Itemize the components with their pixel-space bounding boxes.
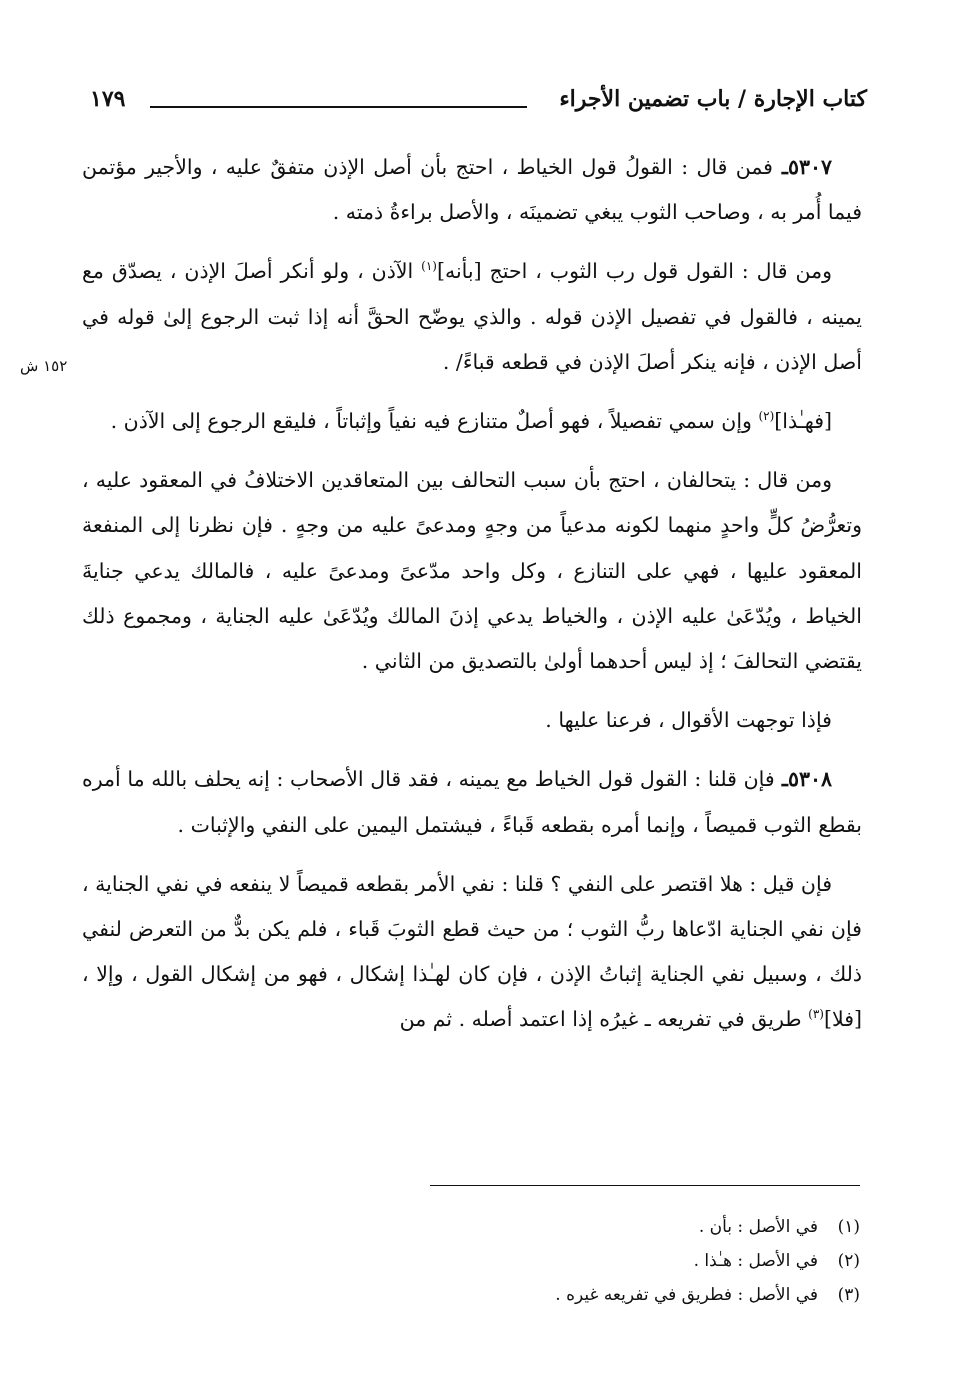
footnotes	[100, 1210, 860, 1312]
footnote-text: في الأصل : هـٰذا .	[693, 1251, 818, 1271]
paragraph-transition	[82, 698, 862, 743]
footnote-ref-3: (٣)	[808, 1007, 824, 1022]
margin-note: ١٥٢ ش	[20, 357, 68, 375]
footnote-2	[100, 1244, 860, 1278]
header-title: كتاب الإجارة / باب تضمين الأجراء	[559, 86, 867, 112]
footnote-text: في الأصل : فطريق في تفريعه غيره .	[555, 1285, 818, 1305]
footnote-3	[100, 1278, 860, 1312]
paragraph-mutual-oath	[82, 458, 862, 684]
header-rule	[150, 106, 527, 108]
paragraph-number: ٥٣٠٧ـ	[772, 155, 832, 179]
paragraph-5308	[82, 757, 862, 847]
footnote-ref-1: (١)	[421, 259, 437, 274]
paragraph-number: ٥٣٠٨ـ	[774, 767, 832, 792]
paragraph-text: الآذن ، ولو أنكر أصلَ الإذن ، يصدّق مع يمينه ، فالقول في تفصيل الإذن قوله . والذي يوضّح الحقَّ أنه إذا ثبت الرجوع إلىٰ قوله في أصل الإذن ، فإنه ينكر أصلَ الإذن في قطعه قباءً/ .	[82, 259, 862, 374]
paragraph-text: ومن قال : يتحالفان ، احتج بأن سبب التحالف بين المتعاقدين الاختلافُ في المعقود عليه ، وتعرُّضُ كلٍّ واحدٍ منهما لكونه مدعياً من وجهٍ ومدعىً عليه من وجهٍ . فإن نظرنا إلى المنفعة المعقود عليها ، فهي على التنازع ، وكل واحد مدّعىً ومدعىً عليه ، فالمالك يدعي جنايةَ الخياط ، ويُدّعَىٰ عليه الإذن ، والخياط يدعي إذنَ المالك ويُدّعَىٰ عليه الجناية ، ومجموع ذلك يقتضي التحالفَ ؛ إذ ليس أحدهما أولىٰ بالتصديق من الثاني .	[82, 468, 862, 674]
main-text	[82, 145, 862, 1057]
paragraph-detail-dispute	[82, 399, 862, 444]
footnote-mark: (٢)	[837, 1251, 860, 1271]
footnote-ref-2: (٢)	[758, 409, 775, 424]
paragraph-text: فإن قلنا : القول قول الخياط مع يمينه ، فقد قال الأصحاب : إنه يحلف بالله ما أمره بقطع الثوب قميصاً ، وإنما أمره بقطعه قَباءً ، فيشتمل اليمين على النفي والإثبات .	[82, 767, 862, 837]
paragraph-text: فمن قال : القولُ قول الخياط ، احتج بأن أصل الإذن متفقٌ عليه ، والأجير مؤتمن فيما أُمر به ، وصاحب الثوب يبغي تضمينَه ، والأصل براءةُ ذمته .	[82, 155, 862, 225]
page-number: ١٧٩	[90, 86, 126, 112]
running-header	[80, 82, 867, 122]
paragraph-objection	[82, 862, 862, 1043]
paragraph-text: ومن قال : القول قول رب الثوب ، احتج [بأنه]	[436, 259, 832, 284]
footnote-1	[100, 1210, 860, 1244]
paragraph-owner-view	[82, 249, 862, 385]
footnote-mark: (١)	[837, 1217, 860, 1237]
paragraph-text: وإن سمي تفصيلاً ، فهو أصلٌ متنازع فيه نفياً وإثباتاً ، فليقع الرجوع إلى الآذن .	[110, 409, 759, 434]
paragraph-text: طريق في تفريعه ـ غيرُه إذا اعتمد أصله . ثم من	[399, 1007, 809, 1032]
paragraph-text: فإذا توجهت الأقوال ، فرعنا عليها .	[545, 708, 832, 733]
footnote-divider	[430, 1185, 860, 1186]
footnote-text: في الأصل : بأن .	[698, 1217, 818, 1237]
paragraph-5307	[82, 145, 862, 235]
footnote-mark: (٣)	[837, 1285, 860, 1305]
paragraph-text: فإن قيل : هلا اقتصر على النفي ؟ قلنا : نفي الأمر بقطعه قميصاً لا ينفعه في نفي الجناية ، فإن نفي الجناية ادّعاها ربُّ الثوب ؛ من حيث قطع الثوبَ قَباء ، فلم يكن بدٌّ من التعرض لنفي ذلك ، وسبيل نفي الجناية إثباتُ الإذن ، فإن كان لهـٰذا إشكال ، فهو من إشكال القول ، وإلا ، [فلا]	[82, 871, 862, 1032]
paragraph-text: [فهـٰذا]	[774, 409, 832, 434]
